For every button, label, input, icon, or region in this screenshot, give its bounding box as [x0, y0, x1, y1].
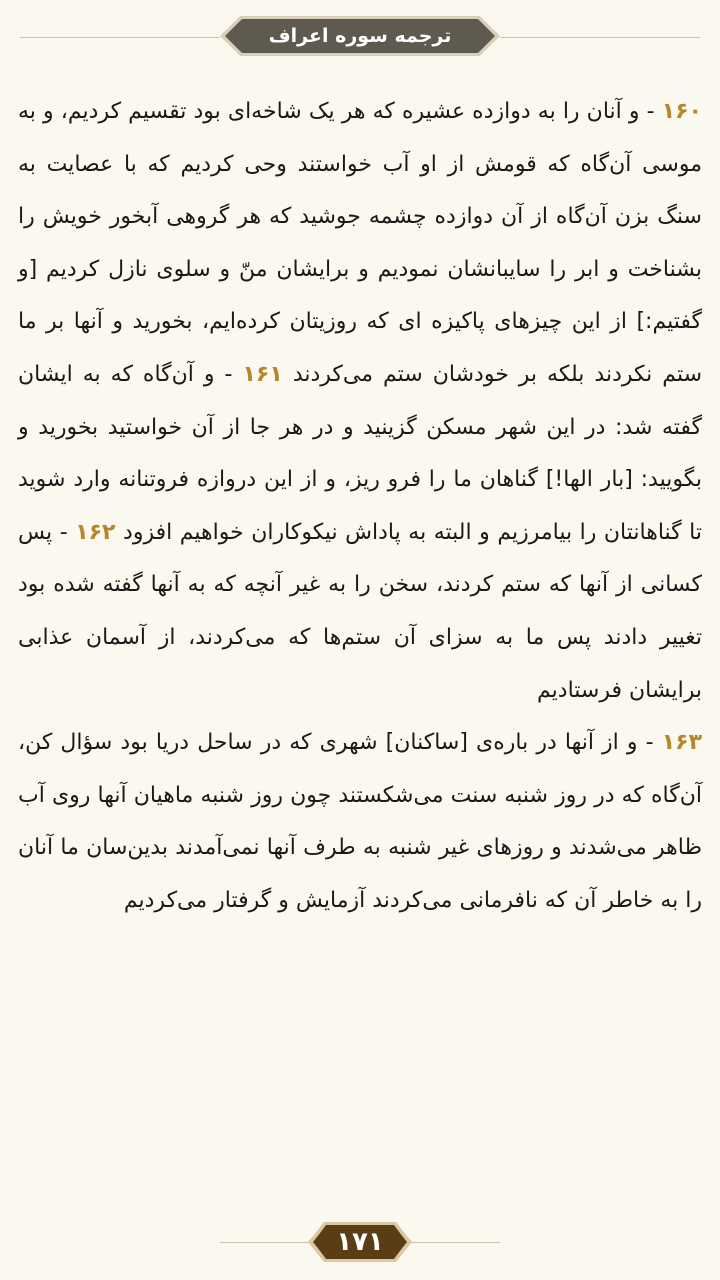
header-divider-left — [20, 37, 220, 38]
verse-paragraph — [18, 717, 702, 927]
verse-text: و آنان را به دوازده عشیره که هر یک شاخه‌ای بود تقسیم کردیم، و به موسی آن‌گاه که قومش از او آب خواستند وحی کردیم که با عصایت به سنگ بزن آن‌گاه از آن دوازده چشمه جوشید که هر گروهی آبخور خویش را بشناخت و ابر را سایبانشان نمودیم و برایشان منّ و سلوی نازل کردیم [و گفتیم:] از این چیزهای پاکیزه ای که روزیتان کرده‌ایم، بخورید و آنها بر ما ستم نکردند بلکه بر خودشان ستم می‌کردند — [18, 99, 703, 387]
verse-number: ۱۶۲ — [75, 519, 116, 545]
verse-text: و از آنها در باره‌ی [ساکنان] شهری که در ساحل دریا بود سؤال کن، آن‌گاه که در روز شنبه سنت می‌شکستند چون روز شنبه ماهیان آنها روی آب ظاهر می‌شدند و روزهای غیر شنبه به طرف آنها نمی‌آمدند بدین‌سان ما آنان را به خاطر آن که نافرمانی می‌کردند آزمایش و گرفتار می‌کردیم — [18, 730, 702, 913]
page-footer — [0, 1220, 720, 1264]
footer-divider-left — [220, 1242, 320, 1243]
page-number: ۱۷۱ — [336, 1227, 384, 1257]
verse-text: پس کسانی از آنها که ستم کردند، سخن را به غیر آنچه که به آنها گفته شده بود تغییر دادند پس ما به سزای آن ستم‌ها که می‌کردند، از آسمان عذابی برایشان فرستادیم — [18, 519, 702, 703]
chapter-title-banner — [218, 14, 502, 58]
verse-paragraph — [18, 86, 702, 717]
verse-dash: - — [639, 99, 655, 124]
chapter-title: ترجمه سوره اعراف — [268, 25, 452, 47]
translation-text — [18, 86, 702, 928]
verse-number: ۱۶۰ — [661, 99, 702, 124]
verse-number: ۱۶۳ — [661, 730, 703, 756]
verse-dash: - — [637, 730, 654, 756]
chapter-header — [0, 12, 720, 62]
page-number-badge — [306, 1220, 414, 1264]
verse-number: ۱۶۱ — [242, 361, 283, 387]
verse-dash: - — [52, 519, 68, 545]
verse-dash: - — [214, 361, 233, 387]
verse-text: و آن‌گاه که به ایشان گفته شد: در این شهر مسکن گزینید و در هر جا از آن خواستید بخورید و بگویید: [بار الها!] گناهان ما را فرو ریز، و از این دروازه فروتنانه وارد شوید تا گناهانتان را بیامرزیم و البته به پاداش نیکوکاران خواهیم افزود — [18, 361, 703, 545]
footer-divider-right — [400, 1242, 500, 1243]
header-divider-right — [500, 37, 700, 38]
